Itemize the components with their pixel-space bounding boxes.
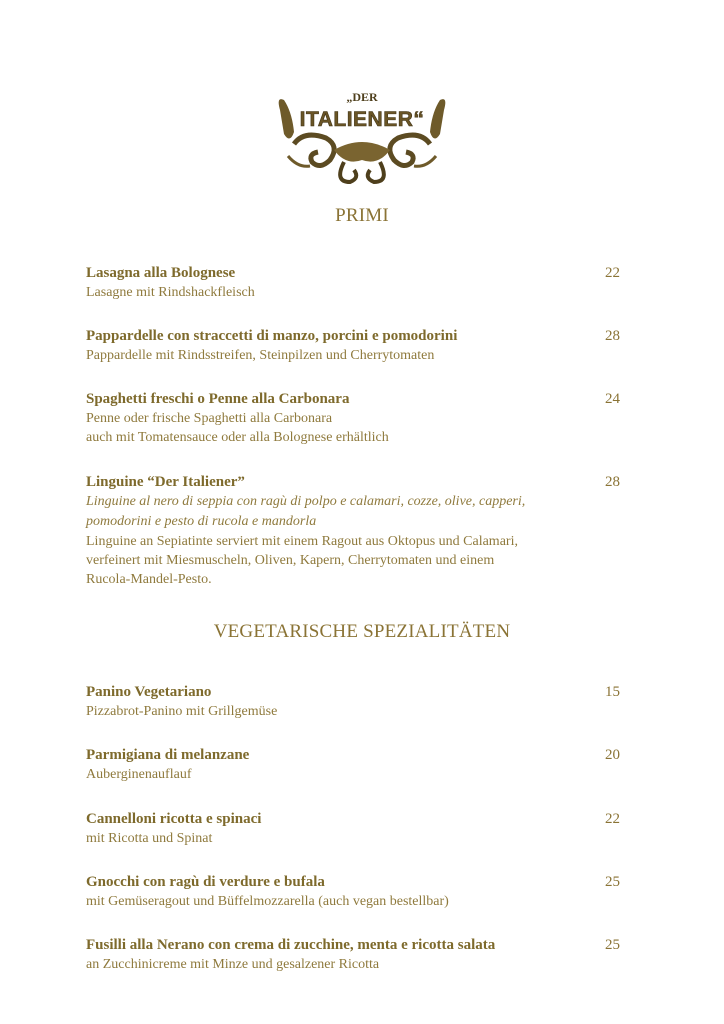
dish-description: auch mit Tomatensauce oder alla Bolognese erhältlich bbox=[86, 430, 389, 445]
section-title-primi: PRIMI bbox=[335, 205, 389, 226]
dish-name: Lasagna alla Bolognese bbox=[86, 265, 236, 281]
menu-item bbox=[86, 935, 626, 974]
dish-name: Cannelloni ricotta e spinaci bbox=[86, 811, 262, 827]
dish-description-italian: Linguine al nero di seppia con ragù di polpo e calamari, cozze, olive, capperi, bbox=[86, 494, 526, 509]
dish-description: Pappardelle mit Rindsstreifen, Steinpilzen und Cherrytomaten bbox=[86, 348, 435, 363]
dish-name: Spaghetti freschi o Penne alla Carbonara bbox=[86, 391, 350, 407]
dish-description: Pizzabrot-Panino mit Grillgemüse bbox=[86, 704, 278, 719]
dish-price: 28 bbox=[605, 328, 620, 344]
menu-item bbox=[86, 472, 626, 589]
dish-name: Gnocchi con ragù di verdure e bufala bbox=[86, 874, 325, 890]
dish-description: Rucola-Mandel-Pesto. bbox=[86, 572, 212, 587]
dish-description: mit Ricotta und Spinat bbox=[86, 831, 213, 846]
dish-price: 25 bbox=[605, 874, 620, 890]
dish-price: 24 bbox=[605, 391, 620, 407]
dish-name: Fusilli alla Nerano con crema di zucchine, menta e ricotta salata bbox=[86, 937, 496, 953]
dish-name: Pappardelle con straccetti di manzo, porcini e pomodorini bbox=[86, 328, 458, 344]
dish-description: Auberginenauflauf bbox=[86, 767, 192, 782]
menu-item bbox=[86, 263, 626, 302]
dish-description: an Zucchinicreme mit Minze und gesalzener Ricotta bbox=[86, 957, 380, 972]
menu-item bbox=[86, 682, 626, 721]
dish-price: 22 bbox=[605, 811, 620, 827]
menu-item bbox=[86, 809, 626, 848]
menu-item bbox=[86, 872, 626, 911]
dish-name: Linguine “Der Italiener” bbox=[86, 474, 245, 490]
dish-name: Parmigiana di melanzane bbox=[86, 747, 250, 763]
dish-description: mit Gemüseragout und Büffelmozzarella (auch vegan bestellbar) bbox=[86, 894, 449, 909]
section-title-vegetarian: VEGETARISCHE SPEZIALITÄTEN bbox=[213, 621, 511, 642]
logo-main-text: ITALIENER“ bbox=[299, 108, 425, 131]
dish-description: Penne oder frische Spaghetti alla Carbonara bbox=[86, 411, 333, 426]
dish-description: Lasagne mit Rindshackfleisch bbox=[86, 285, 255, 300]
dish-price: 22 bbox=[605, 265, 620, 281]
restaurant-logo bbox=[274, 86, 450, 190]
dish-price: 25 bbox=[605, 937, 620, 953]
menu-item bbox=[86, 326, 626, 365]
menu-item bbox=[86, 745, 626, 784]
dish-name: Panino Vegetariano bbox=[86, 684, 212, 700]
dish-price: 28 bbox=[605, 474, 620, 490]
dish-description: Linguine an Sepiatinte serviert mit einem Ragout aus Oktopus und Calamari, bbox=[86, 534, 518, 549]
dish-price: 15 bbox=[605, 684, 620, 700]
dish-description: verfeinert mit Miesmuscheln, Oliven, Kapern, Cherrytomaten und einem bbox=[86, 553, 495, 568]
dish-description-italian: pomodorini e pesto di rucola e mandorla bbox=[86, 514, 317, 529]
logo-small-text: „DER bbox=[346, 90, 378, 104]
dish-price: 20 bbox=[605, 747, 620, 763]
menu-item bbox=[86, 389, 626, 447]
